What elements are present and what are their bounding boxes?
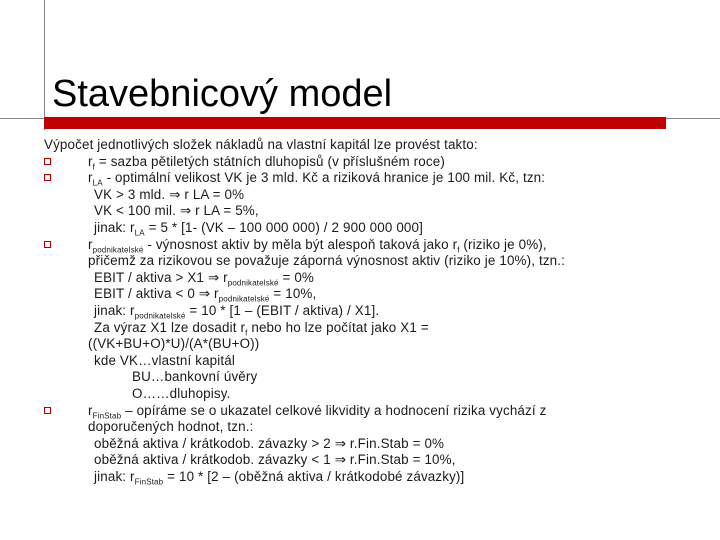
legend-o: O……dluhopisy. (132, 385, 231, 401)
x1-formula: ((VK+BU+O)*U)/(A*(BU+O)) (88, 336, 260, 352)
list-item-rf: $r_f$ = sazba pětiletých státních dluhopisů (v příslušném roce) (44, 154, 704, 171)
rla-formula: jinak: $r_{LA} = 5 * [1-$ (VK – 100 000 000) / 2 900 000 000] (94, 219, 423, 238)
legend-bu: BU…bankovní úvěry (132, 369, 258, 385)
finstab-formula: jinak: $r_{FinStab} = 10 * [2$ – (oběžná aktiva / krátkodobé závazky)] (94, 468, 465, 487)
list-item-rla: $r_{LA}$ - optimální velikost VK je 3 mld. Kč a riziková hranice je 100 mil. Kč, tzn: (44, 170, 704, 187)
rpod-condition-1: EBIT / aktiva > X1 ⇒ $r_{podnikatelské} = 0\%$ (94, 269, 314, 288)
list-item-rfinstab: $r_{FinStab}$ – opíráme se o ukazatel celkové likvidity a hodnocení rizika vychází z (44, 403, 704, 420)
intro-text: Výpočet jednotlivých složek nákladů na vlastní kapitál lze provést takto: (44, 137, 478, 152)
rla-condition-1: VK > 3 mld. ⇒ r LA = 0% (94, 186, 245, 202)
slide-body (44, 137, 704, 485)
slide-title: Stavebnicový model (52, 73, 393, 115)
rpod-formula: jinak: $r_{podnikatelské} = 10 * [1$ – (EBIT / aktiva) / X1]. (94, 302, 380, 321)
finstab-continuation: doporučených hodnot, tzn.: (88, 419, 254, 435)
finstab-condition-2: oběžná aktiva / krátkodob. závazky < 1 ⇒ r.Fin.Stab = 10%, (94, 452, 456, 468)
title-underline-bar (44, 117, 666, 129)
x1-definition: Za výraz X1 lze dosadit $r_f$ nebo ho lze počítat jako X1 = (94, 319, 429, 338)
vertical-rule (44, 0, 45, 130)
finstab-condition-1: oběžná aktiva / krátkodob. závazky > 2 ⇒ r.Fin.Stab = 0% (94, 435, 445, 451)
legend-vk: kde VK…vlastní kapitál (94, 352, 235, 368)
rpod-continuation: přičemž za rizikovou se považuje záporná výnosnost aktiv (riziko je 10%), tzn.: (88, 253, 565, 269)
bullet-square-icon (44, 407, 51, 414)
rla-condition-2: VK < 100 mil. ⇒ r LA = 5%, (94, 203, 259, 219)
bullet-square-icon (44, 174, 51, 181)
bullet-square-icon (44, 241, 51, 248)
bullet-square-icon (44, 158, 51, 165)
rpod-condition-2: EBIT / aktiva < 0 ⇒ $r_{podnikatelské} = 10\%$, (94, 286, 317, 305)
list-item-rpodnikatelske: $r_{podnikatelské}$ - výnosnost aktiv by měla být alespoň taková jako $r_f$ (riziko je 0%), (44, 237, 704, 254)
